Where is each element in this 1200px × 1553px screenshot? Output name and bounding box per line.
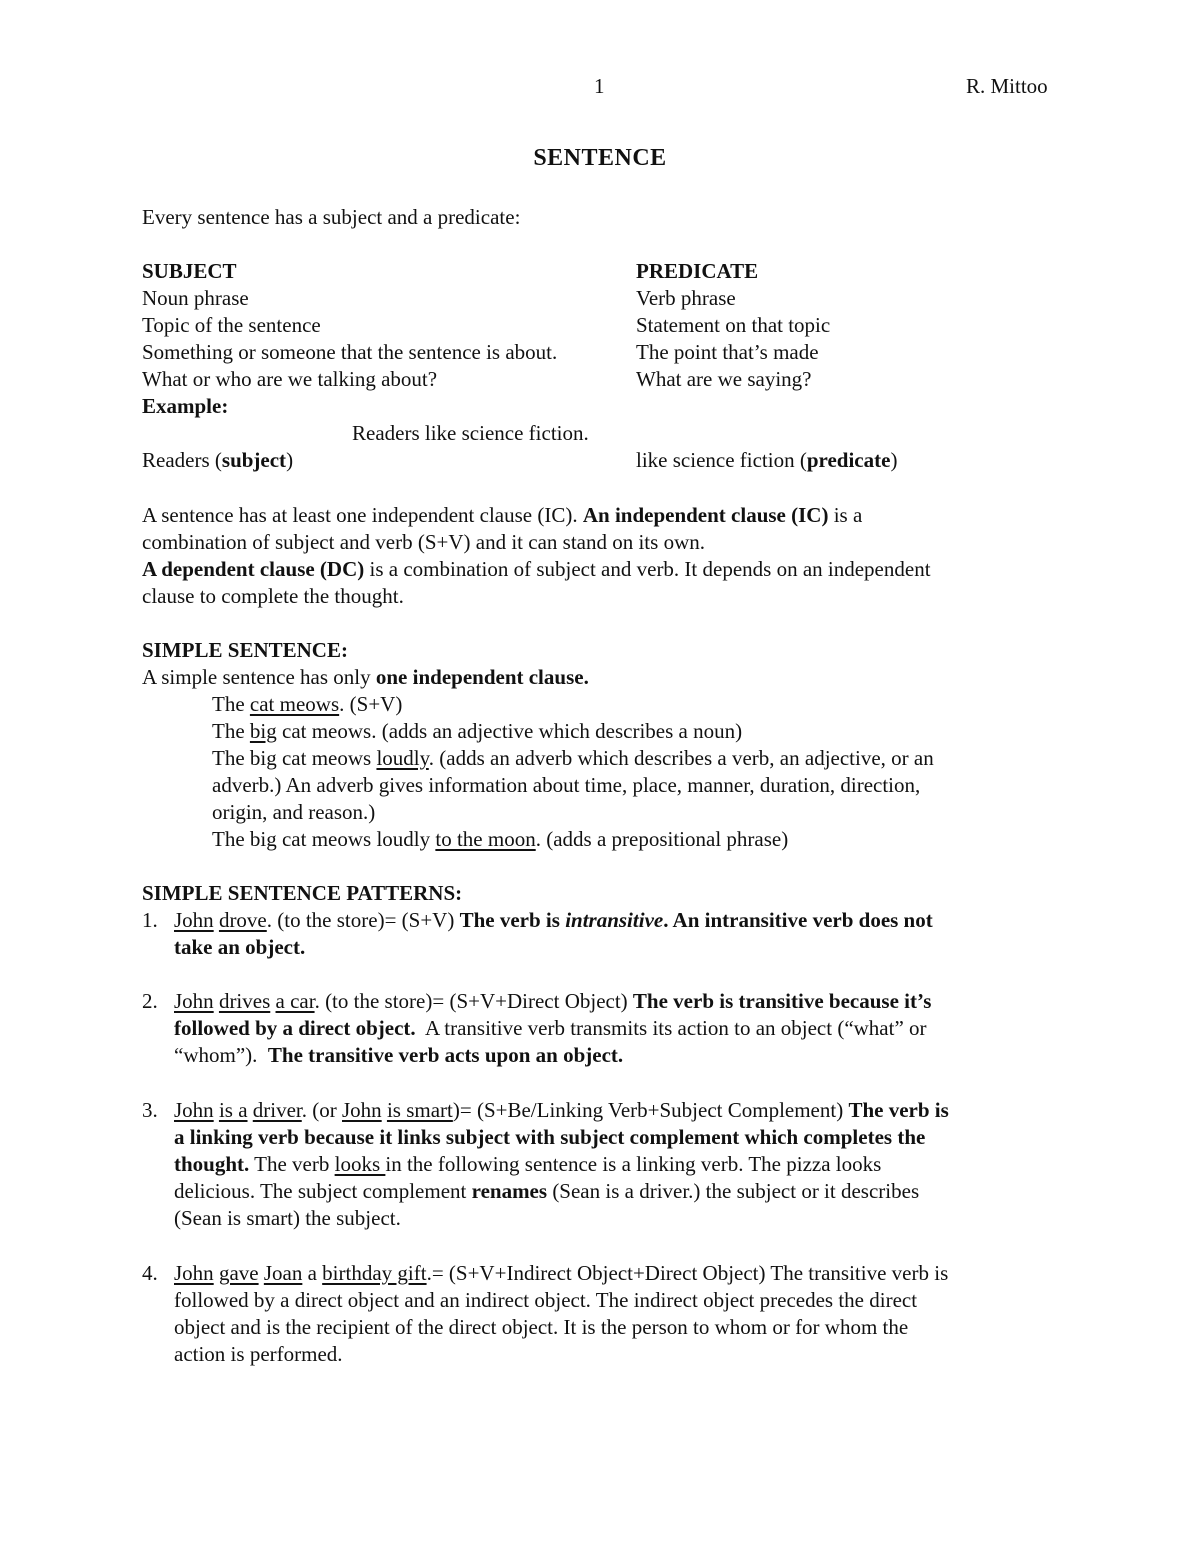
text-span: The	[212, 692, 250, 716]
bold-text: The verb is transitive because it’s	[632, 989, 932, 1013]
bold-text: thought.	[174, 1152, 250, 1176]
italic-term: intransitive	[565, 908, 664, 932]
text-span: A sentence has at least one independent clause (IC).	[142, 503, 583, 527]
verb-term: is smart	[386, 1098, 453, 1122]
text-span: . (S+V)	[339, 692, 403, 716]
pattern-line	[174, 1151, 881, 1178]
text-span: . (to the store)= (S+V)	[266, 908, 460, 932]
pattern-line	[174, 907, 933, 934]
text-span: . (adds an adverb which describes a verb, an adjective, or an	[428, 746, 934, 770]
text-span: is a	[828, 503, 863, 527]
subject-row: Noun phrase	[142, 286, 249, 310]
example-line	[212, 691, 402, 718]
text-span: cat meows. (adds an adjective which describes a noun)	[276, 719, 743, 743]
subject-term: John	[342, 1098, 382, 1122]
subject-term: John	[174, 1261, 214, 1285]
pattern-line	[174, 1097, 949, 1124]
pattern-line: action is performed.	[174, 1342, 343, 1366]
subject-heading: SUBJECT	[142, 259, 237, 283]
pattern-line: object and is the recipient of the direct object. It is the person to whom or for whom the	[174, 1315, 909, 1339]
example-line	[212, 718, 742, 745]
text-span: is a combination of subject and verb. It depends on an independent	[364, 557, 931, 581]
text-span: . (adds a prepositional phrase)	[535, 827, 789, 851]
text-span: . (or	[301, 1098, 342, 1122]
pattern-line	[174, 1042, 623, 1069]
pattern-line: (Sean is smart) the subject.	[174, 1206, 401, 1230]
verb-term: is a	[218, 1098, 248, 1122]
text-span: Readers (	[142, 448, 222, 472]
bold-term: one independent clause.	[375, 665, 589, 689]
text-span: delicious. The subject complement	[174, 1179, 472, 1203]
predicate-heading: PREDICATE	[636, 259, 759, 283]
underlined-term: cat meows	[249, 692, 340, 716]
predicate-row: Statement on that topic	[636, 313, 831, 337]
pattern-line	[174, 1015, 927, 1042]
item-number: 1.	[142, 908, 158, 932]
example-sentence: Readers like science fiction.	[352, 421, 589, 445]
paragraph-line: combination of subject and verb (S+V) and it can stand on its own.	[142, 530, 705, 554]
text-span: )	[890, 448, 898, 472]
example-line	[212, 745, 934, 772]
text-span: )= (S+Be/Linking Verb+Subject Complement)	[452, 1098, 849, 1122]
subject-term: subject	[221, 448, 287, 472]
subject-term: John	[174, 1098, 214, 1122]
text-span: .= (S+V+Indirect Object+Direct Object) The transitive verb is	[426, 1261, 949, 1285]
text-span: The verb	[249, 1152, 335, 1176]
bold-text: . An intransitive verb does not	[663, 908, 933, 932]
verb-term: drives	[218, 989, 271, 1013]
text-span: “whom”).	[174, 1043, 268, 1067]
bold-text: renames	[471, 1179, 548, 1203]
section-heading: SIMPLE SENTENCE:	[142, 638, 348, 662]
paragraph-line: clause to complete the thought.	[142, 584, 404, 608]
text-span: (Sean is a driver.) the subject or it describes	[547, 1179, 920, 1203]
author-name: R. Mittoo	[966, 74, 1048, 98]
direct-object-term: birthday gift	[322, 1261, 427, 1285]
pattern-line	[174, 1260, 948, 1287]
paragraph-line	[142, 556, 931, 583]
text-span: A transitive verb transmits its action to an object (“what” or	[415, 1016, 927, 1040]
verb-term: drove	[218, 908, 267, 932]
pattern-line	[174, 1178, 919, 1205]
text-span: The big cat meows loudly	[212, 827, 436, 851]
predicate-row: The point that’s made	[636, 340, 819, 364]
text-span: in the following sentence is a linking verb. The pizza looks	[385, 1152, 882, 1176]
subject-row: Topic of the sentence	[142, 313, 321, 337]
example-label: Example:	[142, 394, 229, 418]
section-heading: SIMPLE SENTENCE PATTERNS:	[142, 881, 463, 905]
text-span: A simple sentence has only	[142, 665, 376, 689]
term-dependent-clause: A dependent clause (DC)	[142, 557, 365, 581]
example-predicate	[636, 447, 897, 474]
paragraph-line	[142, 664, 589, 691]
pattern-line	[174, 988, 931, 1015]
pattern-line: take an object.	[174, 935, 306, 959]
bold-text: The verb is	[459, 908, 566, 932]
example-subject	[142, 447, 293, 474]
subject-term: John	[174, 989, 214, 1013]
predicate-term: predicate	[806, 448, 891, 472]
item-number: 2.	[142, 989, 158, 1013]
term-independent-clause: An independent clause (IC)	[582, 503, 829, 527]
underlined-term: to the moon	[435, 827, 536, 851]
text-span: like science fiction (	[636, 448, 807, 472]
page-title: SENTENCE	[533, 145, 667, 171]
text-span: a	[302, 1261, 323, 1285]
underlined-term: looks	[334, 1152, 386, 1176]
paragraph-line	[142, 502, 862, 529]
object-term: a car	[275, 989, 315, 1013]
text-span: The	[212, 719, 250, 743]
intro-text: Every sentence has a subject and a predicate:	[142, 205, 521, 229]
underlined-term: loudly	[376, 746, 429, 770]
verb-term: gave	[218, 1261, 259, 1285]
text-span: . (to the store)= (S+V+Direct Object)	[314, 989, 633, 1013]
text-span: )	[286, 448, 294, 472]
bold-text: The transitive verb acts upon an object.	[267, 1043, 624, 1067]
indirect-object-term: Joan	[263, 1261, 303, 1285]
pattern-line: followed by a direct object and an indirect object. The indirect object precedes the direct	[174, 1288, 918, 1312]
example-line: adverb.) An adverb gives information about time, place, manner, duration, direction,	[212, 773, 921, 797]
bold-text: followed by a direct object.	[174, 1016, 416, 1040]
subject-row: Something or someone that the sentence is about.	[142, 340, 558, 364]
text-span: The big cat meows	[212, 746, 377, 770]
pattern-line: a linking verb because it links subject with subject complement which completes the	[174, 1125, 926, 1149]
complement-term: driver	[252, 1098, 302, 1122]
subject-row: What or who are we talking about?	[142, 367, 438, 391]
subject-term: John	[174, 908, 214, 932]
page-number: 1	[594, 74, 605, 98]
predicate-row: What are we saying?	[636, 367, 812, 391]
bold-text: The verb is	[848, 1098, 949, 1122]
example-line	[212, 826, 788, 853]
item-number: 3.	[142, 1098, 158, 1122]
predicate-row: Verb phrase	[636, 286, 736, 310]
example-line: origin, and reason.)	[212, 800, 376, 824]
underlined-term: big	[249, 719, 277, 743]
item-number: 4.	[142, 1261, 158, 1285]
